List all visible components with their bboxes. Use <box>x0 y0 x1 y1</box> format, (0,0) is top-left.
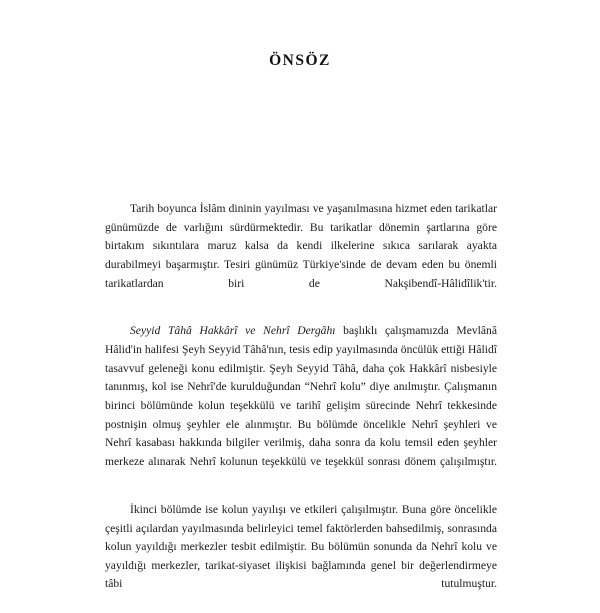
paragraph-1: Tarih boyunca İslâm dininin yayılması ve yaşanılmasına hizmet eden tarikatlar günümüzde de varlığını sürdürmektedir. Bu tarikatlar dönemin şartlarına göre birtakım sıkıntılara maruz kalsa da kendi ilkelerine sıkıca sarılarak ayakta durabilmeyi başarmıştır. Tesiri günümüz Türkiye'sinde de devam eden bu önemli tarikatlardan biri de Nakşibendî-Hâlidîlik'tir. <box>105 202 497 290</box>
page-title: ÖNSÖZ <box>269 52 331 70</box>
work-title-italic: Seyyid Tâhâ Hakkârî ve Nehrî Dergâhı <box>130 324 336 338</box>
paragraph-3: İkinci bölümde ise kolun yayılışı ve etkileri çalışılmıştır. Buna göre öncelikle çeşitli açılardan yayılmasında belirleyici temel faktörlerden bahsedilmiş, sonrasında kolun yayıldığı merkezler tesbit edilmiştir. Bu bölümün sonunda da Nehrî kolu ve yayıldığı merkezler, tarikat-siyaset ilişkisi bağlamında genel bir değerlendirmeye tâbi tutulmuştur. <box>105 502 497 591</box>
paragraph-2-body: başlıklı çalışmamızda Mevlânâ Hâlid'in halifesi Şeyh Seyyid Tâhâ'nın, tesis edip yayılmasında öncülük ettiği Hâlidî tasavvuf geleneği konu edilmiştir. Şeyh Seyyid Tâhâ, daha çok Hakkârî nisbesiyle tanınmış, kol ise Nehrî'de kurulduğundan “Nehrî kolu” diye anılmıştır. Çalışmanın birinci bölümünde kolun teşekkülü ve tarihî gelişim sürecinde Nehrî tekkesinde postnişin olmuş şeyhler ele alınmıştır. Bu bölümde öncelikle Nehrî şeyhleri ve Nehrî kasabası hakkında bilgiler verilmiş, daha sonra da kolu temsil eden şeyhler merkeze alınarak Nehrî kolunun teşekkülü ve teşekkül sonrası dönem çalışılmıştır. <box>105 324 497 469</box>
body-text-block <box>105 200 497 613</box>
paragraph-2 <box>105 322 497 490</box>
